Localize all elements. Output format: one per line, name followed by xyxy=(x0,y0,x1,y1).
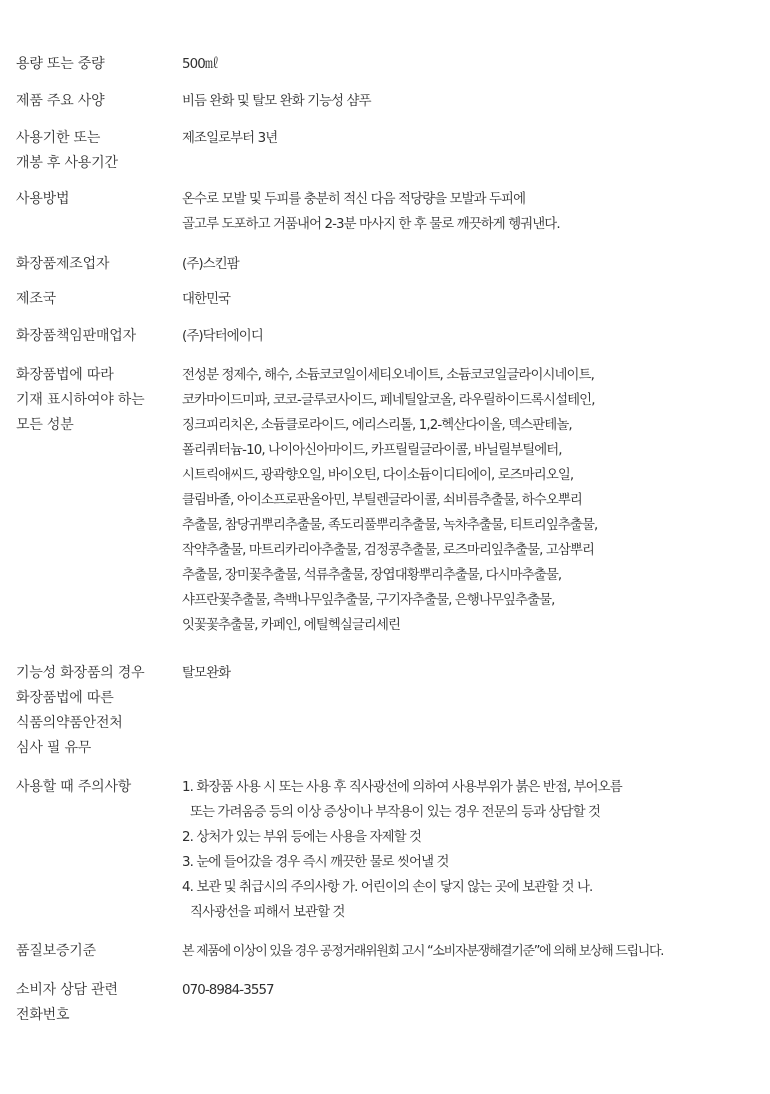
row-label xyxy=(16,324,176,349)
label-line: 화장품책임판매업자 xyxy=(16,328,136,344)
label-line: 용량 또는 중량 xyxy=(16,56,105,72)
row-value xyxy=(182,52,766,77)
row-value xyxy=(182,187,766,237)
row-value xyxy=(182,126,766,151)
value-line: 본 제품에 이상이 있을 경우 공정거래위원회 고시 “소비자분쟁해결기준”에 의해 보상해 드립니다. xyxy=(182,944,664,959)
value-line: 500㎖ xyxy=(182,57,218,72)
label-line: 품질보증기준 xyxy=(16,943,96,959)
row-label xyxy=(16,52,176,77)
label-line: 사용할 때 주의사항 xyxy=(16,779,132,795)
value-line: 4. 보관 및 취급시의 주의사항 가. 어린이의 손이 닿지 않는 곳에 보관할 것 나. xyxy=(182,880,593,895)
label-line: 전화번호 xyxy=(16,1007,70,1023)
value-line: 샤프란꽃추출물, 측백나무잎추출물, 구기자추출물, 은행나무잎추출물, xyxy=(182,593,555,608)
label-line: 제품 주요 사양 xyxy=(16,93,105,109)
value-line: (주)닥터에이디 xyxy=(182,329,263,344)
row-value xyxy=(182,939,766,964)
value-line: 3. 눈에 들어갔을 경우 즉시 깨끗한 물로 씻어낼 것 xyxy=(182,855,449,870)
row-value xyxy=(182,89,766,114)
row-value xyxy=(182,324,766,349)
value-line: 시트릭애씨드, 광곽향오일, 바이오틴, 다이소듐이디티에이, 로즈마리오일, xyxy=(182,468,574,483)
label-line: 화장품법에 따라 xyxy=(16,367,114,383)
value-line: 골고루 도포하고 거품내어 2-3분 마사지 한 후 물로 깨끗하게 헹궈낸다. xyxy=(182,217,560,232)
value-line: 비듬 완화 및 탈모 완화 기능성 샴푸 xyxy=(182,94,371,109)
row-label xyxy=(16,661,176,761)
row-label xyxy=(16,363,176,438)
row-label xyxy=(16,939,176,964)
value-line: (주)스킨팜 xyxy=(182,257,239,272)
label-line: 화장품법에 따른 xyxy=(16,690,114,706)
row-label xyxy=(16,287,176,312)
row-label xyxy=(16,252,176,277)
label-line: 식품의약품안전처 xyxy=(16,715,123,731)
value-line: 폴리쿼터늄-10, 나이아신아마이드, 카프릴릴글라이콜, 바닐릴부틸에터, xyxy=(182,443,562,458)
value-line: 탈모완화 xyxy=(182,666,231,681)
value-line: 2. 상처가 있는 부위 등에는 사용을 자제할 것 xyxy=(182,830,422,845)
value-line: 클림바졸, 아이소프로판올아민, 부틸렌글라이콜, 쇠비름추출물, 하수오뿌리 xyxy=(182,493,582,508)
row-value xyxy=(182,252,766,277)
value-line: 온수로 모발 및 두피를 충분히 적신 다음 적당량을 모발과 두피에 xyxy=(182,192,526,207)
label-line: 모든 성분 xyxy=(16,417,74,433)
value-line: 추출물, 참당귀뿌리추출물, 족도리풀뿌리추출물, 녹차추출물, 티트리잎추출물, xyxy=(182,518,598,533)
row-label xyxy=(16,978,176,1028)
label-line: 소비자 상담 관련 xyxy=(16,982,118,998)
row-label xyxy=(16,126,176,176)
row-value xyxy=(182,363,766,638)
label-line: 기능성 화장품의 경우 xyxy=(16,665,145,681)
label-line: 개봉 후 사용기간 xyxy=(16,155,118,171)
label-line: 제조국 xyxy=(16,291,56,307)
label-line: 사용방법 xyxy=(16,191,70,207)
row-value xyxy=(182,775,766,925)
label-line: 기재 표시하여야 하는 xyxy=(16,392,145,408)
row-label xyxy=(16,89,176,114)
value-line: 전성분 정제수, 해수, 소듐코코일이세티오네이트, 소듐코코일글라이시네이트, xyxy=(182,368,594,383)
label-line: 화장품제조업자 xyxy=(16,256,110,272)
value-line: 징크피리치온, 소듐클로라이드, 에리스리톨, 1,2-헥산다이올, 덱스판테놀, xyxy=(182,418,572,433)
label-line: 심사 필 유무 xyxy=(16,740,92,756)
row-value xyxy=(182,287,766,312)
label-line: 사용기한 또는 xyxy=(16,130,101,146)
value-line: 직사광선을 피해서 보관할 것 xyxy=(190,905,345,920)
value-line: 1. 화장품 사용 시 또는 사용 후 직사광선에 의하여 사용부위가 붉은 반점, 부어오름 xyxy=(182,780,622,795)
value-line: 추출물, 장미꽃추출물, 석류추출물, 장엽대황뿌리추출물, 다시마추출물, xyxy=(182,568,562,583)
value-line: 또는 가려움증 등의 이상 증상이나 부작용이 있는 경우 전문의 등과 상담할 것 xyxy=(190,805,601,820)
value-line: 코카마이드미파, 코코-글루코사이드, 페네틸알코올, 라우릴하이드록시설테인, xyxy=(182,393,595,408)
value-line: 070-8984-3557 xyxy=(182,983,274,998)
value-line: 잇꽃꽃추출물, 카페인, 에틸헥실글리세린 xyxy=(182,618,401,633)
row-value xyxy=(182,661,766,686)
row-label xyxy=(16,187,176,212)
row-value xyxy=(182,978,766,1003)
value-line: 작약추출물, 마트리카리아추출물, 검정콩추출물, 로즈마리잎추출물, 고삼뿌리 xyxy=(182,543,594,558)
value-line: 제조일로부터 3년 xyxy=(182,131,278,146)
value-line: 대한민국 xyxy=(182,292,231,307)
row-label xyxy=(16,775,176,800)
